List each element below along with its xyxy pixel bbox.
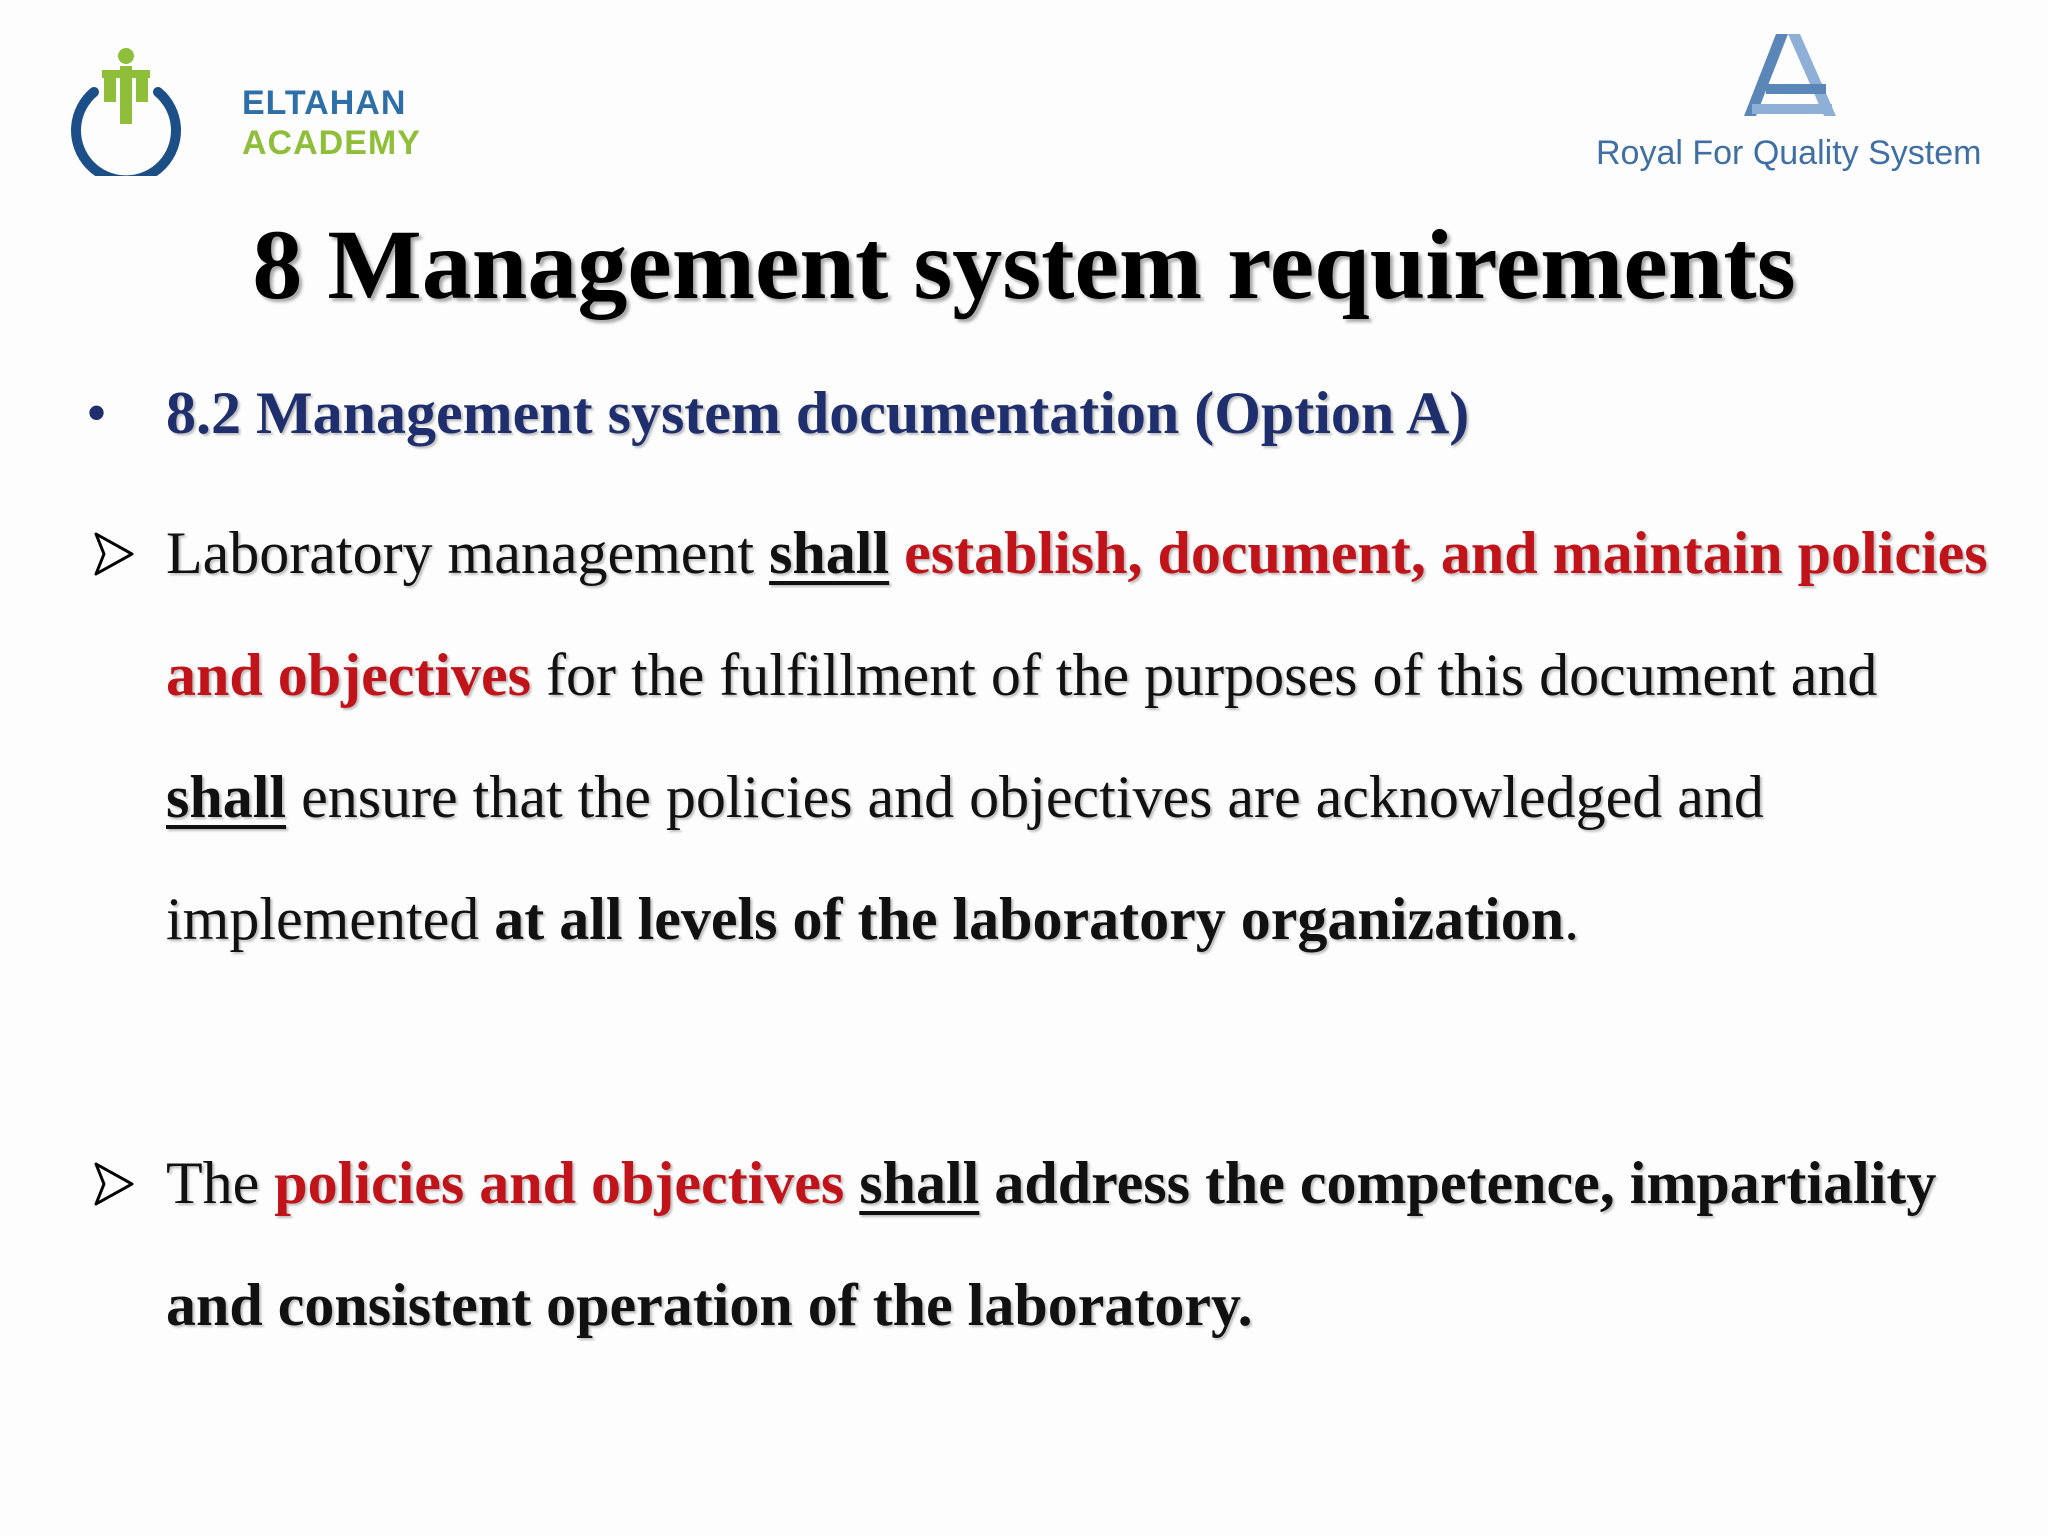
- point-1-period: .: [1564, 886, 1580, 952]
- point-2-part-5: [979, 1150, 994, 1216]
- point-1-shall-1: shall: [769, 520, 890, 586]
- arrow-right-icon: [92, 532, 136, 576]
- section-heading-row: [86, 352, 2006, 474]
- royal-quality-logo-text: Royal For Quality System: [1596, 134, 1982, 172]
- point-2-text: [166, 1122, 2006, 1366]
- royal-quality-logo: [1580, 30, 2000, 190]
- point-1-part-3: [889, 520, 904, 586]
- point-1-part-7: ensure that the policies and objectives are acknowledged and implemented: [166, 764, 1764, 952]
- section-heading-text: 8.2 Management system documentation (Option A): [166, 380, 1470, 446]
- point-1-bold: at all levels of the laboratory organization: [494, 886, 1565, 952]
- point-1: [86, 492, 2006, 980]
- point-1-shall-2: shall: [166, 764, 287, 830]
- point-1-part-5: for the fulfillment of the purposes of this document and: [530, 642, 1878, 708]
- point-2-bold: address the competence, impartiality and consistent operation of the laboratory.: [166, 1150, 1937, 1338]
- bullet-dot: •: [86, 380, 108, 446]
- point-2-shall: shall: [859, 1150, 980, 1216]
- point-1-text: [166, 492, 2006, 980]
- royal-quality-logo-icon: [1726, 30, 1846, 130]
- point-2: [86, 1122, 2006, 1366]
- point-2-part-1: The: [166, 1150, 275, 1216]
- slide-title: 8 Management system requirements: [252, 209, 1796, 320]
- point-1-emphasis: establish, document, and maintain policies and objectives: [166, 520, 1988, 708]
- arrow-right-icon: [92, 1162, 136, 1206]
- point-1-part-1: Laboratory management: [166, 520, 770, 586]
- section-heading: [166, 352, 2006, 474]
- logo-left-line1: ELTAHAN: [242, 84, 407, 122]
- point-2-emphasis: policies and objectives: [274, 1150, 845, 1216]
- logo-left-line2: ACADEMY: [242, 124, 421, 162]
- point-2-part-3: [844, 1150, 859, 1216]
- eltahan-academy-logo: [66, 40, 446, 190]
- eltahan-academy-logo-icon: [66, 46, 186, 176]
